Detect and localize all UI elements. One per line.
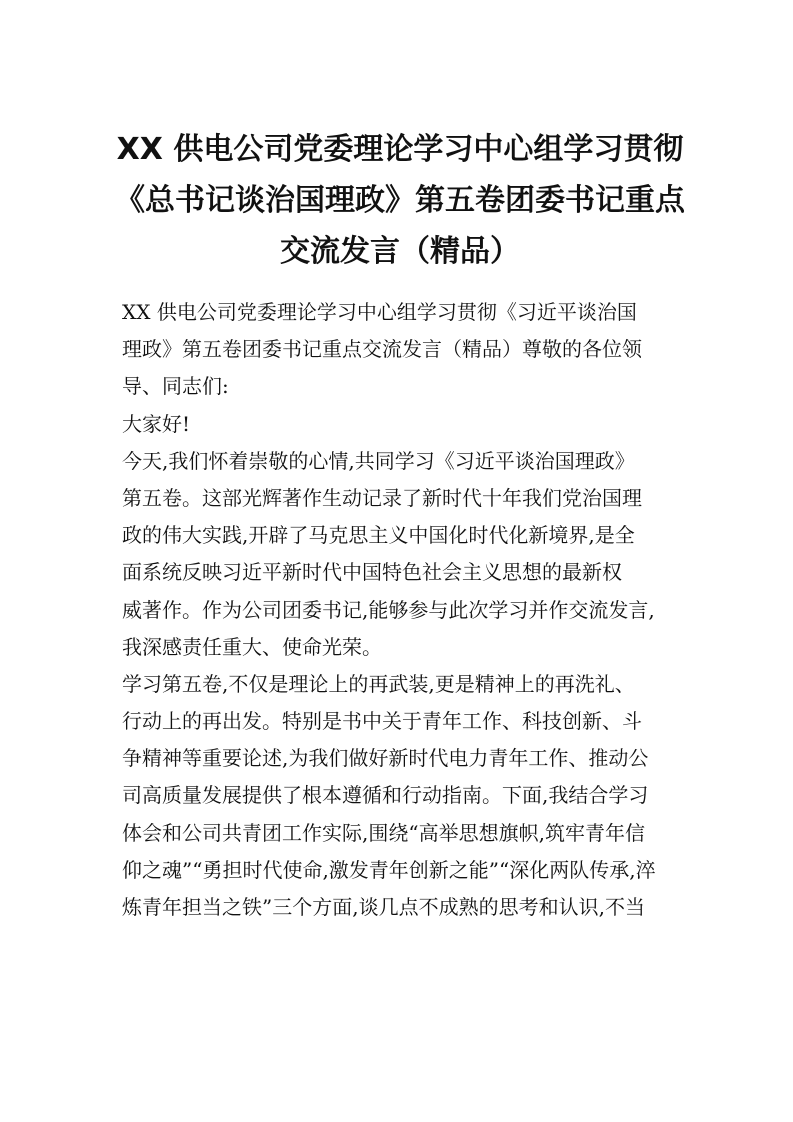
body-line: 炼青年担当之铁”三个方面,谈几点不成熟的思考和认识,不当 <box>122 895 645 919</box>
title-line: XX 供电公司党委理论学习中心组学习贯彻 <box>116 132 684 167</box>
title-line: 交流发言（精品） <box>280 234 520 269</box>
body-line: 争精神等重要论述,为我们做好新时代电力青年工作、推动公 <box>122 746 649 771</box>
body-line: 政的伟大实践,开辟了马克思主义中国化时代化新境界,是全 <box>122 523 635 548</box>
body-line: 我深感责任重大、使命光荣。 <box>122 634 382 659</box>
body-line: 第五卷。这部光辉著作生动记录了新时代十年我们党治国理 <box>122 485 642 510</box>
body-line: 学习第五卷,不仅是理论上的再武装,更是精神上的再洗礼、 <box>122 671 635 696</box>
body-line: XX 供电公司党委理论学习中心组学习贯彻《习近平谈治国 <box>122 300 637 324</box>
body-line: 仰之魂”“勇担时代使命,激发青年创新之能”“深化两队传承,淬 <box>122 857 656 882</box>
body-line: 面系统反映习近平新时代中国特色社会主义思想的最新权 <box>122 560 622 585</box>
body-line: 威著作。作为公司团委书记,能够参与此次学习并作交流发言, <box>122 597 655 622</box>
body-line: 行动上的再出发。特别是书中关于青年工作、科技创新、斗 <box>122 709 642 734</box>
document-title <box>100 124 700 277</box>
body-line: 大家好! <box>122 411 191 436</box>
body-line: 导、同志们: <box>122 374 229 399</box>
title-line: 《总书记谈治国理政》第五卷团委书记重点 <box>115 183 685 218</box>
body-line: 体会和公司共青团工作实际,围绕“高举思想旗帜,筑牢青年信 <box>122 820 645 845</box>
body-line: 今天,我们怀着崇敬的心情,共同学习《习近平谈治国理政》 <box>122 448 635 473</box>
body-line: 司高质量发展提供了根本遵循和行动指南。下面,我结合学习 <box>122 783 649 808</box>
body-line: 理政》第五卷团委书记重点交流发言（精品）尊敬的各位领 <box>122 337 642 362</box>
document-body <box>122 294 694 926</box>
